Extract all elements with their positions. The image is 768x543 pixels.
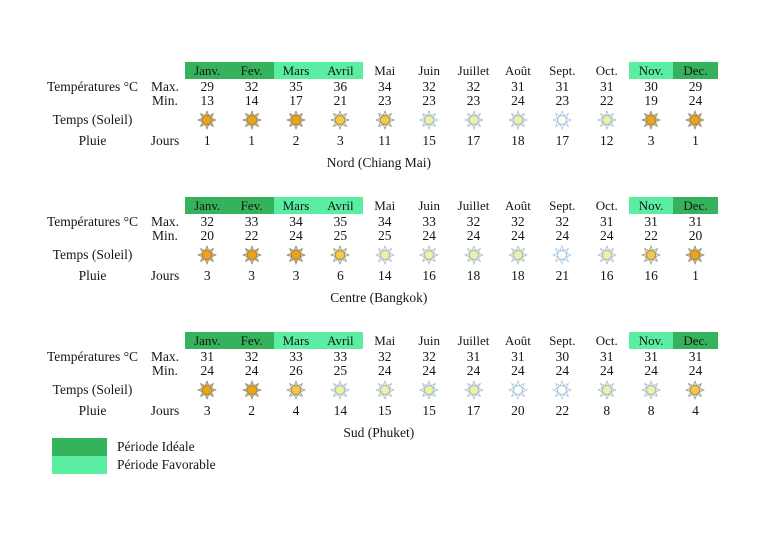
climate-table-sud [40, 332, 718, 443]
temp-min-value: 14 [244, 93, 259, 108]
temp-max-value: 31 [555, 78, 570, 94]
temp-min-value: 24 [511, 228, 525, 243]
legend [52, 438, 216, 474]
temp-max-value: 36 [333, 78, 348, 94]
temp-min-value: 24 [244, 363, 259, 378]
temp-min-value: 22 [644, 228, 658, 243]
min-row-label: Min. [152, 93, 178, 108]
temp-min-value: 24 [200, 363, 214, 378]
temp-min-value: 23 [466, 93, 481, 108]
temp-max-value: 32 [244, 348, 259, 364]
sun-strong-icon [229, 378, 273, 402]
ideal-period-label: Période Idéale [117, 439, 195, 454]
temp-max-value: 32 [466, 213, 481, 229]
rain-days-value: 14 [333, 402, 348, 418]
sun-pale-icon [451, 108, 495, 132]
temp-max-value: 33 [333, 348, 348, 364]
temperature-row-label: Températures °C [46, 348, 139, 364]
header-spacer [40, 332, 145, 349]
region-title: Sud (Phuket) [343, 425, 415, 440]
temp-max-value: 31 [599, 348, 614, 364]
days-row-label: Jours [150, 267, 180, 283]
month-header-6: Juin [418, 332, 440, 348]
rain-days-value: 1 [248, 132, 255, 148]
rain-days-value: 1 [692, 267, 699, 283]
min-row-label: Min. [152, 363, 178, 378]
sun-pale-icon [496, 108, 540, 132]
days-row-label: Jours [150, 132, 180, 148]
rain-days-value: 3 [292, 267, 300, 283]
rain-row-label: Pluie [78, 402, 107, 418]
month-header-10: Oct. [595, 197, 618, 213]
rain-days-value: 6 [336, 267, 344, 283]
sun-pale-icon [585, 243, 629, 267]
rain-row-label: Pluie [78, 132, 107, 148]
month-header-11: Nov. [629, 197, 673, 214]
month-header-8: Août [504, 332, 531, 348]
sun-medium-icon [318, 243, 362, 267]
rain-days-value: 4 [692, 402, 699, 418]
temperature-row-label: Températures °C [46, 78, 139, 94]
temperature-row-label: Températures °C [46, 213, 139, 229]
temp-max-value: 32 [555, 213, 570, 229]
month-header-12: Dec. [673, 197, 717, 214]
rain-days-value: 16 [599, 267, 614, 283]
empty-cell [145, 243, 185, 267]
temp-max-value: 35 [289, 78, 303, 94]
month-header-3: Mars [274, 197, 318, 214]
temp-min-value: 24 [422, 363, 436, 378]
temp-min-value: 24 [555, 228, 570, 243]
temp-min-value: 23 [422, 93, 436, 108]
month-header-4: Avril [318, 332, 362, 349]
rain-days-value: 21 [555, 267, 570, 283]
rain-days-value: 15 [422, 132, 436, 148]
rain-days-value: 18 [511, 267, 525, 283]
temp-max-value: 32 [378, 348, 392, 364]
rain-days-value: 4 [292, 402, 300, 418]
month-header-9: Sept. [549, 332, 576, 348]
temp-min-value: 24 [511, 363, 525, 378]
month-header-5: Mai [374, 332, 396, 348]
month-header-5: Mai [374, 62, 396, 78]
temp-min-value: 26 [289, 363, 303, 378]
sun-medium-icon [274, 378, 318, 402]
legend-swatches [52, 438, 107, 474]
sun-strong-icon [274, 108, 318, 132]
max-row-label: Max. [150, 348, 180, 364]
rain-days-value: 8 [647, 402, 655, 418]
sun-faint-icon [540, 243, 584, 267]
temp-min-value: 24 [378, 363, 392, 378]
temp-min-value: 24 [466, 363, 481, 378]
sun-pale-icon [363, 243, 407, 267]
temp-max-value: 31 [644, 213, 658, 229]
temp-min-value: 24 [289, 228, 303, 243]
sun-strong-icon [673, 243, 717, 267]
temp-min-value: 25 [378, 228, 392, 243]
month-header-2: Fev. [229, 62, 273, 79]
legend-labels [117, 438, 216, 474]
rain-days-value: 1 [692, 132, 699, 148]
temp-min-value: 24 [688, 93, 703, 108]
favorable-period-label: Période Favorable [117, 457, 216, 472]
month-header-1: Janv. [185, 332, 229, 349]
temp-max-value: 31 [599, 78, 614, 94]
month-header-2: Fev. [229, 332, 273, 349]
sun-strong-icon [185, 243, 229, 267]
month-header-7: Juillet [457, 332, 490, 348]
sun-faint-icon [540, 378, 584, 402]
temp-min-value: 24 [644, 363, 658, 378]
temp-max-value: 32 [466, 78, 481, 94]
temp-max-value: 31 [688, 348, 703, 364]
rain-days-value: 2 [292, 132, 300, 148]
rain-days-value: 14 [378, 267, 392, 283]
empty-cell [145, 108, 185, 132]
sun-pale-icon [451, 243, 495, 267]
header-spacer [40, 197, 145, 214]
empty-cell [40, 229, 145, 243]
rain-days-value: 3 [336, 132, 344, 148]
rain-days-value: 15 [422, 402, 436, 418]
month-header-5: Mai [374, 197, 396, 213]
temp-min-value: 19 [644, 93, 658, 108]
temp-max-value: 32 [422, 348, 436, 364]
climate-table-centre [40, 197, 718, 308]
temp-min-value: 24 [599, 228, 614, 243]
sun-medium-icon [363, 108, 407, 132]
temp-max-value: 31 [511, 348, 525, 364]
rain-days-value: 18 [511, 132, 525, 148]
rain-days-value: 12 [599, 132, 614, 148]
rain-days-value: 3 [203, 402, 211, 418]
temp-max-value: 32 [200, 213, 214, 229]
temp-max-value: 30 [555, 348, 570, 364]
temp-max-value: 31 [466, 348, 481, 364]
rain-days-value: 18 [466, 267, 481, 283]
temp-min-value: 22 [244, 228, 259, 243]
sun-strong-icon [185, 378, 229, 402]
rain-days-value: 3 [248, 267, 255, 283]
temp-min-value: 24 [555, 363, 570, 378]
sun-pale-icon [318, 378, 362, 402]
sun-pale-icon [585, 108, 629, 132]
temp-max-value: 31 [599, 213, 614, 229]
sun-medium-icon [318, 108, 362, 132]
rain-days-value: 8 [603, 402, 611, 418]
sun-pale-icon [451, 378, 495, 402]
rain-days-value: 2 [248, 402, 255, 418]
days-row-label: Jours [150, 402, 180, 418]
header-spacer [40, 62, 145, 79]
month-header-11: Nov. [629, 62, 673, 79]
temp-max-value: 32 [511, 213, 525, 229]
rain-days-value: 1 [203, 132, 211, 148]
temp-min-value: 21 [333, 93, 348, 108]
sun-pale-icon [407, 243, 451, 267]
temp-max-value: 29 [688, 78, 703, 94]
max-row-label: Max. [150, 78, 180, 94]
month-header-8: Août [504, 62, 531, 78]
month-header-7: Juillet [457, 62, 490, 78]
sun-row-label: Temps (Soleil) [52, 382, 133, 397]
temp-max-value: 33 [244, 213, 259, 229]
rain-days-value: 20 [511, 402, 525, 418]
empty-cell [40, 364, 145, 378]
month-header-7: Juillet [457, 197, 490, 213]
favorable-period-swatch [52, 456, 107, 474]
temp-min-value: 24 [688, 363, 703, 378]
temp-max-value: 34 [289, 213, 303, 229]
temp-min-value: 24 [599, 363, 614, 378]
temp-min-value: 25 [333, 228, 348, 243]
rain-days-value: 22 [555, 402, 570, 418]
empty-cell [40, 94, 145, 108]
month-header-4: Avril [318, 62, 362, 79]
sun-strong-icon [274, 243, 318, 267]
month-header-10: Oct. [595, 62, 618, 78]
temp-max-value: 34 [378, 213, 392, 229]
sun-pale-icon [363, 378, 407, 402]
max-row-label: Max. [150, 213, 180, 229]
sun-row-label: Temps (Soleil) [52, 112, 133, 127]
month-header-9: Sept. [549, 197, 576, 213]
month-header-8: Août [504, 197, 531, 213]
climate-table-nord [40, 62, 718, 173]
temp-max-value: 31 [644, 348, 658, 364]
sun-pale-icon [629, 378, 673, 402]
ideal-period-swatch [52, 438, 107, 456]
temp-min-value: 13 [200, 93, 214, 108]
temp-max-value: 29 [200, 78, 214, 94]
rain-days-value: 11 [378, 132, 392, 148]
month-header-12: Dec. [673, 332, 717, 349]
rain-days-value: 17 [555, 132, 570, 148]
sun-strong-icon [629, 108, 673, 132]
month-header-4: Avril [318, 197, 362, 214]
sun-medium-icon [629, 243, 673, 267]
temp-min-value: 25 [333, 363, 348, 378]
region-title: Nord (Chiang Mai) [326, 155, 431, 170]
month-header-3: Mars [274, 62, 318, 79]
rain-days-value: 15 [378, 402, 392, 418]
temp-max-value: 32 [244, 78, 259, 94]
sun-medium-icon [673, 378, 717, 402]
temp-min-value: 24 [422, 228, 436, 243]
temp-min-value: 20 [688, 228, 703, 243]
temp-max-value: 30 [644, 78, 658, 94]
temp-min-value: 24 [466, 228, 481, 243]
temp-max-value: 32 [422, 78, 436, 94]
month-header-9: Sept. [549, 62, 576, 78]
sun-strong-icon [185, 108, 229, 132]
temp-min-value: 17 [289, 93, 303, 108]
temp-min-value: 20 [200, 228, 214, 243]
temp-max-value: 31 [511, 78, 525, 94]
month-header-10: Oct. [595, 332, 618, 348]
header-spacer [145, 332, 185, 349]
empty-cell [145, 378, 185, 402]
rain-days-value: 16 [644, 267, 658, 283]
sun-faint-icon [496, 378, 540, 402]
temp-min-value: 23 [555, 93, 570, 108]
sun-faint-icon [540, 108, 584, 132]
month-header-11: Nov. [629, 332, 673, 349]
rain-days-value: 16 [422, 267, 436, 283]
temp-max-value: 31 [200, 348, 214, 364]
rain-days-value: 17 [466, 402, 481, 418]
rain-days-value: 3 [203, 267, 211, 283]
sun-strong-icon [673, 108, 717, 132]
month-header-6: Juin [418, 62, 440, 78]
rain-days-value: 17 [466, 132, 481, 148]
rain-row-label: Pluie [78, 267, 107, 283]
region-title: Centre (Bangkok) [330, 290, 428, 305]
sun-pale-icon [496, 243, 540, 267]
temp-min-value: 24 [511, 93, 525, 108]
month-header-6: Juin [418, 197, 440, 213]
sun-strong-icon [229, 108, 273, 132]
temp-max-value: 33 [422, 213, 436, 229]
month-header-2: Fev. [229, 197, 273, 214]
temp-max-value: 31 [688, 213, 703, 229]
sun-strong-icon [229, 243, 273, 267]
month-header-12: Dec. [673, 62, 717, 79]
header-spacer [145, 62, 185, 79]
min-row-label: Min. [152, 228, 178, 243]
sun-pale-icon [407, 108, 451, 132]
rain-days-value: 3 [647, 132, 655, 148]
temp-max-value: 35 [333, 213, 348, 229]
sun-pale-icon [585, 378, 629, 402]
header-spacer [145, 197, 185, 214]
month-header-3: Mars [274, 332, 318, 349]
sun-row-label: Temps (Soleil) [52, 247, 133, 262]
temp-max-value: 34 [378, 78, 392, 94]
sun-pale-icon [407, 378, 451, 402]
month-header-1: Janv. [185, 197, 229, 214]
temp-min-value: 22 [599, 93, 614, 108]
temp-max-value: 33 [289, 348, 303, 364]
month-header-1: Janv. [185, 62, 229, 79]
temp-min-value: 23 [378, 93, 392, 108]
